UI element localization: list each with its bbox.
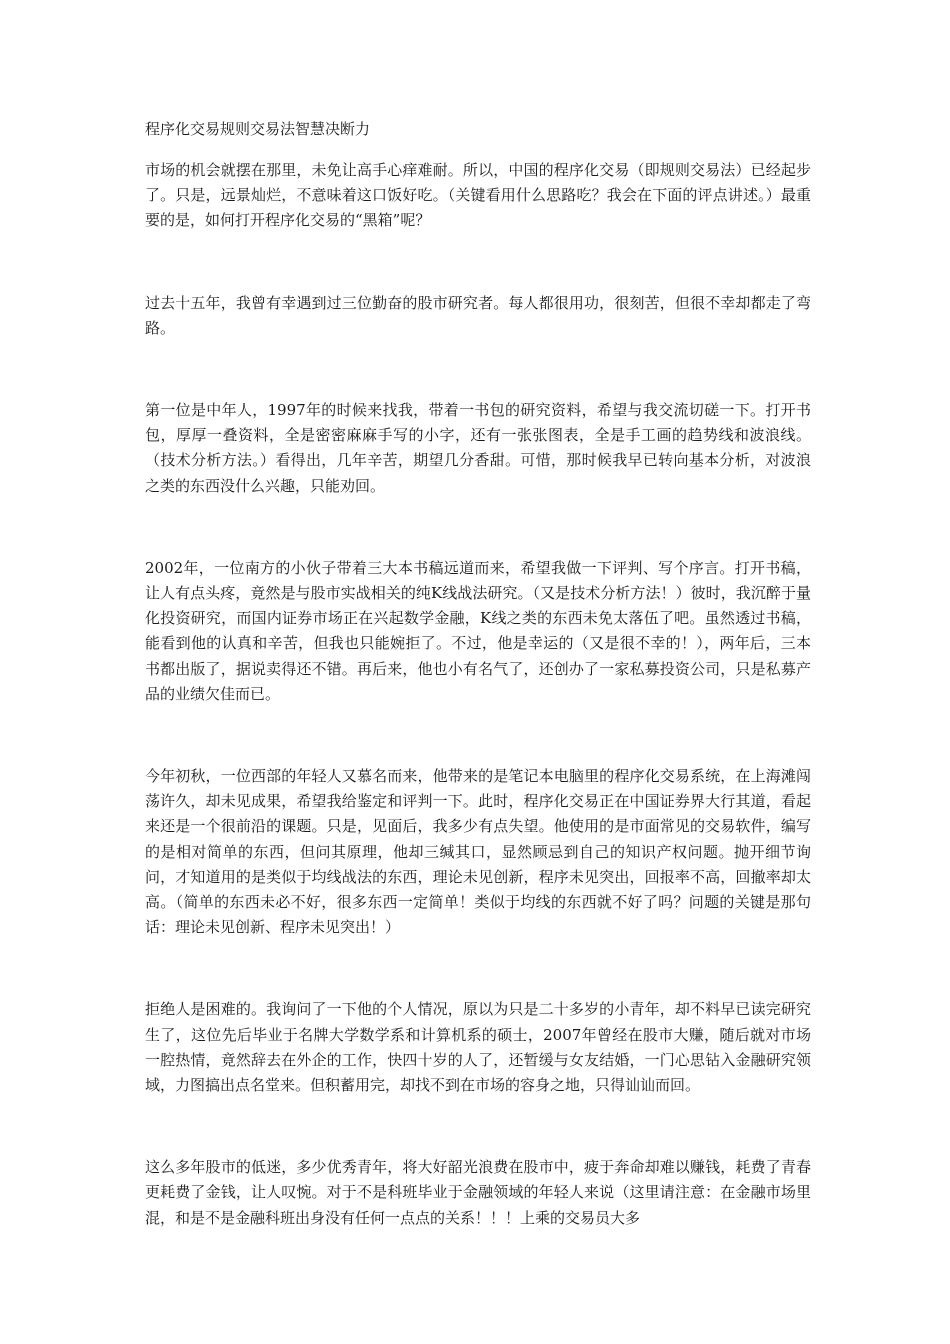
paragraph-refusal: 拒绝人是困难的。我询问了一下他的个人情况，原以为只是二十多岁的小青年，却不料早已读完研究生了，这位先后毕业于名牌大学数学系和计算机系的硕士，2007年曾经在股市大赚，随后就对市场一腔热情，竟然辞去在外企的工作，快四十岁的人了，还暂缓与女友结婚，一门心思钻入金融研究领域，力图搞出点名堂来。但积蓄用完，却找不到在市场的容身之地，只得讪讪而回。	[145, 1000, 811, 1095]
paragraph-second-researcher: 2002年，一位南方的小伙子带着三大本书稿远道而来，希望我做一下评判、写个序言。打开书稿，让人有点头疼，竟然是与股市实战相关的纯K线战法研究。（又是技术分析方法！）彼时，我沉醉于量化投资研究，而国内证券市场正在兴起数学金融，K线之类的东西未免太落伍了吧。虽然透过书稿，能看到他的认真和辛苦，但我也只能婉拒了。不过，他是幸运的（又是很不幸的！），两年后，三本书都出版了，据说卖得还不错。再后来，他也小有名气了，还创办了一家私募投资公司，只是私募产品的业绩欠佳而已。	[145, 558, 811, 703]
paragraph-market-slump: 这么多年股市的低迷，多少优秀青年，将大好韶光浪费在股市中，疲于奔命却难以赚钱，耗费了青春更耗费了金钱，让人叹惋。对于不是科班毕业于金融领域的年轻人来说（这里请注意：在金融市场里混，和是不是金融科班出身没有任何一点点的关系！！！上乘的交易员大多	[145, 1158, 811, 1227]
paragraph-three-researchers: 过去十五年，我曾有幸遇到过三位勤奋的股市研究者。每人都很用功，很刻苦，但很不幸却都走了弯路。	[145, 293, 811, 337]
paragraph-third-researcher: 今年初秋，一位西部的年轻人又慕名而来，他带来的是笔记本电脑里的程序化交易系统，在上海滩闯荡许久，却未见成果，希望我给鉴定和评判一下。此时，程序化交易正在中国证券界大行其道，看起来还是一个很前沿的课题。只是，见面后，我多少有点失望。他使用的是市面常见的交易软件，编写的是相对简单的东西，但问其原理，他却三缄其口，显然顾忌到自己的知识产权问题。抛开细节询问，才知道用的是类似于均线战法的东西，理论未见创新，程序未见突出，回报率不高，回撤率却太高。（简单的东西未必不好，很多东西一定简单！类似于均线的东西就不好了吗？问题的关键是那句话：理论未见创新、程序未见突出！）	[145, 767, 811, 937]
paragraph-first-researcher: 第一位是中年人，1997年的时候来找我，带着一书包的研究资料，希望与我交流切磋一下。打开书包，厚厚一叠资料，全是密密麻麻手写的小字，还有一张张图表，全是手工画的趋势线和波浪线。（技术分析方法。）看得出，几年辛苦，期望几分香甜。可惜，那时候我早已转向基本分析，对波浪之类的东西没什么兴趣，只能劝回。	[145, 401, 811, 495]
document-body	[145, 118, 811, 1231]
document-title: 程序化交易规则交易法智慧决断力	[145, 120, 371, 138]
paragraph-intro: 市场的机会就摆在那里，未免让高手心痒难耐。所以，中国的程序化交易（即规则交易法）已经起步了。只是，远景灿烂，不意味着这口饭好吃。（关键看用什么思路吃？我会在下面的评点讲述。）最重要的是，如何打开程序化交易的“黑箱”呢？	[145, 161, 811, 230]
